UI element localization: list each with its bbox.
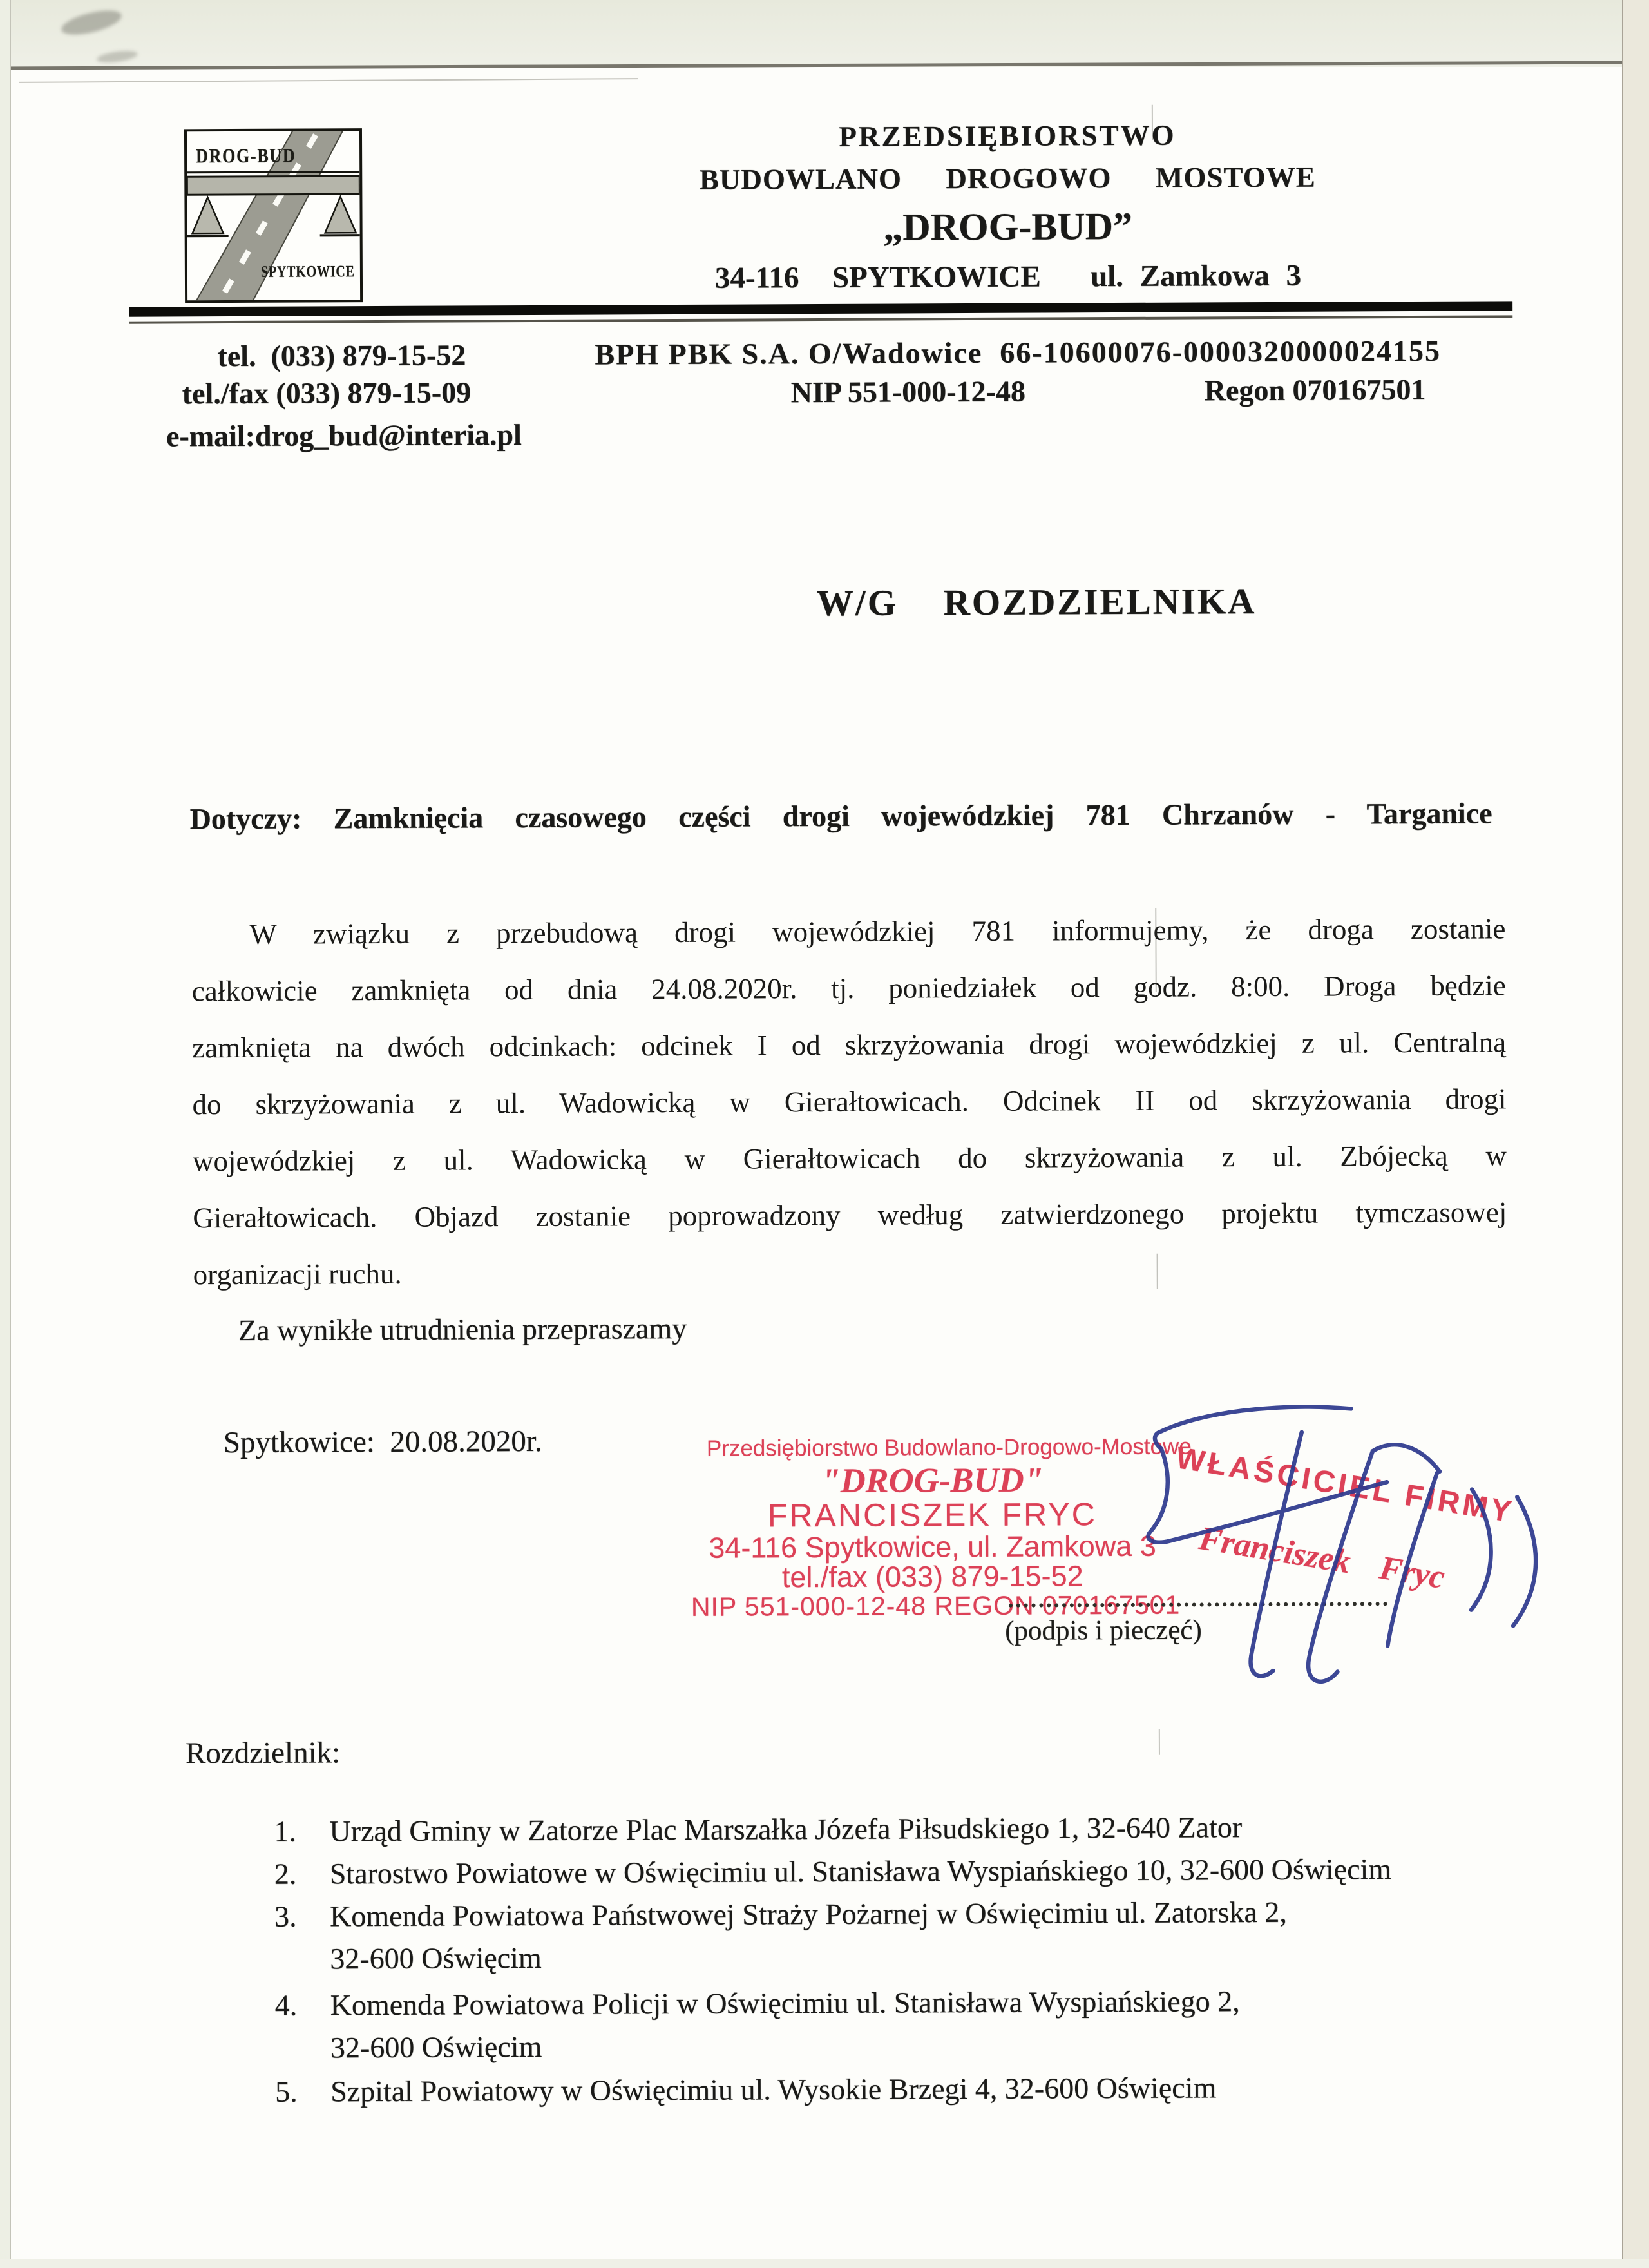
- addressee-line: W/G ROZDZIELNIKA: [816, 581, 1257, 624]
- scan-background-bottom: [0, 2259, 1649, 2268]
- list-item: 3. Komenda Powiatowa Państwowej Straży Pożarnej w Oświęcimiu ul. Zatorska 2,: [274, 1895, 1287, 1933]
- company-logo: [184, 128, 363, 303]
- contact-bank-account: BPH PBK S.A. O/Wadowice 66-10600076-0000320000024155: [595, 334, 1442, 371]
- body-line: do skrzyżowania z ul. Wadowicką w Gierałtowicach. Odcinek II od skrzyżowania drogi: [192, 1082, 1507, 1121]
- company-address-line: 34-116 SPYTKOWICE ul. Zamkowa 3: [714, 258, 1302, 295]
- logo-city-label: SPYTKOWICE: [260, 263, 355, 281]
- body-line: Gierałtowicach. Objazd zostanie poprowadzony według zatwierdzonego projektu tymczasowej: [193, 1196, 1507, 1235]
- subject-text: Dotyczy: Zamknięcia czasowego części drogi wojewódzkiej 781 Chrzanów - Targanice: [189, 796, 1492, 836]
- closing-line: Za wynikłe utrudnienia przepraszamy: [238, 1311, 687, 1347]
- distribution-heading: Rozdzielnik:: [185, 1736, 341, 1771]
- list-item-continuation: 32-600 Oświęcim: [330, 2030, 542, 2064]
- list-item: 4. Komenda Powiatowa Policji w Oświęcimiu ul. Stanisława Wyspiańskiego 2,: [274, 1984, 1240, 2022]
- stamp-name-line: "DROG-BUD": [821, 1460, 1044, 1501]
- letter-body: [191, 900, 1507, 1303]
- scan-background-top: [0, 0, 1649, 67]
- header-divider-thin: [129, 315, 1512, 323]
- scan-background-left: [0, 0, 11, 2268]
- stamp-company-line: Przedsiębiorstwo Budowlano-Drogowo-Mostowe: [706, 1434, 1192, 1461]
- owner-name-stamp: Franciszek Fryc: [1196, 1520, 1447, 1597]
- distribution-list: [274, 1805, 1392, 2113]
- scan-crease-artifact: [1152, 105, 1153, 140]
- signature-caption: (podpis i pieczęć): [1005, 1615, 1202, 1646]
- contact-nip: NIP 551-000-12-48: [790, 374, 1025, 409]
- letterhead-company-block: [669, 114, 1346, 298]
- company-name-line1: PRZEDSIĘBIORSTWO: [839, 119, 1176, 153]
- header-divider-thick: [129, 301, 1512, 316]
- stamp-address-line: 34-116 Spytkowice, ul. Zamkowa 3: [709, 1529, 1156, 1564]
- contact-telfax: tel./fax (033) 879-15-09: [182, 376, 472, 410]
- place-date-line: Spytkowice: 20.08.2020r.: [223, 1424, 542, 1460]
- handwritten-signature: [1121, 1383, 1573, 1733]
- stamp-owner-line: FRANCISZEK FRYC: [767, 1496, 1097, 1534]
- contact-tel: tel. (033) 879-15-52: [217, 338, 466, 373]
- company-name-line3: „DROG-BUD”: [883, 204, 1133, 249]
- list-item-continuation: 32-600 Oświęcim: [330, 1941, 542, 1975]
- contact-email: e-mail:drog_bud@interia.pl: [166, 418, 522, 453]
- list-item: 5. Szpital Powiatowy w Oświęcimiu ul. Wysokie Brzegi 4, 32-600 Oświęcim: [275, 2071, 1217, 2108]
- body-line: całkowicie zamknięta od dnia 24.08.2020r. tj. poniedziałek od godz. 8:00. Droga będzie: [191, 969, 1506, 1008]
- contact-regon: Regon 070167501: [1204, 372, 1426, 407]
- company-name-line2: BUDOWLANO DROGOWO MOSTOWE: [699, 160, 1316, 196]
- logo-name-label: DROG-BUD: [196, 144, 296, 168]
- subject-line: [189, 793, 1492, 839]
- scan-background-right: [1622, 0, 1649, 2268]
- list-item: 1. Urząd Gminy w Zatorze Plac Marszałka Józefa Piłsudskiego 1, 32-640 Zator: [274, 1811, 1243, 1848]
- body-line: zamknięta na dwóch odcinkach: odcinek I od skrzyżowania drogi wojewódzkiej z ul. Centralną: [192, 1026, 1507, 1064]
- owner-title-stamp: WŁAŚCICIEL FIRMY: [1174, 1440, 1517, 1529]
- scan-crease-artifact: [1157, 1254, 1158, 1289]
- stamp-telfax-line: tel./fax (033) 879-15-52: [781, 1559, 1083, 1594]
- body-line: organizacji ruchu.: [193, 1257, 402, 1291]
- body-line: wojewódzkiej z ul. Wadowicką w Gierałtowicach do skrzyżowania z ul. Zbójecką w: [192, 1139, 1507, 1178]
- list-item: 2. Starostwo Powiatowe w Oświęcimiu ul. Stanisława Wyspiańskiego 10, 32-600 Oświęcim: [274, 1852, 1392, 1890]
- body-line: W związku z przebudową drogi wojewódzkiej 781 informujemy, że droga zostanie: [249, 912, 1506, 950]
- stamp-ids-line: NIP 551-000-12-48 REGON 070167501: [691, 1590, 1181, 1622]
